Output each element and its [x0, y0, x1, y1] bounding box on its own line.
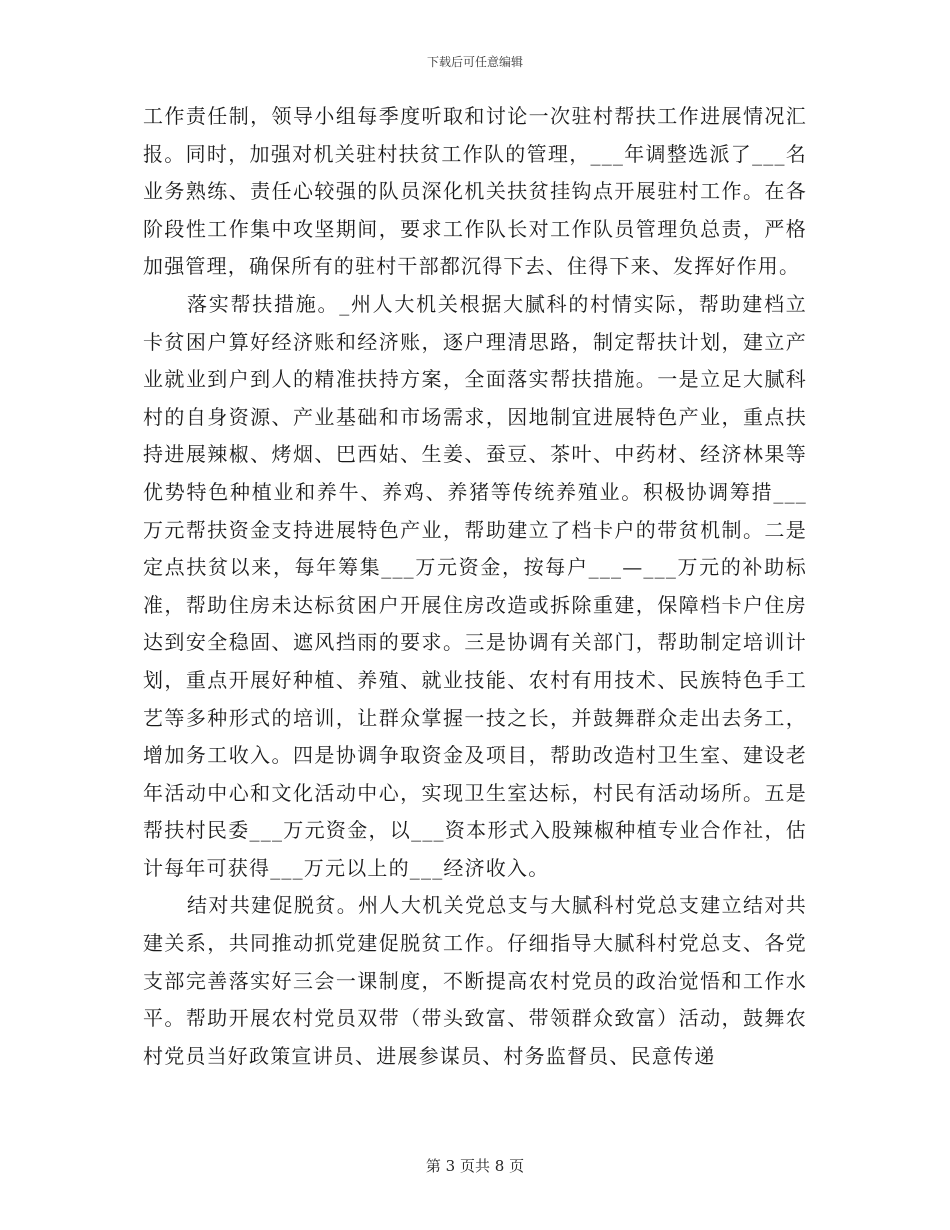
paragraph-party-pairing: 结对共建促脱贫。州人大机关党总支与大腻科村党总支建立结对共建关系，共同推动抓党建促脱贫工作。仔细指导大腻科村党总支、各党支部完善落实好三会一课制度，不断提高农村党员的政治觉悟和工作水平。帮助开展农村党员双带（带头致富、带领群众致富）活动，鼓舞农村党员当好政策宣讲员、进展参谋员、村务监督员、民意传递 — [143, 893, 807, 1068]
page-header-note: 下载后可任意编辑 — [426, 55, 523, 69]
page-number: 第 3 页共 8 页 — [425, 1157, 525, 1175]
document-body — [143, 98, 807, 1075]
paragraph-continuation: 工作责任制，领导小组每季度听取和讨论一次驻村帮扶工作进展情况汇报。同时，加强对机关驻村扶贫工作队的管理，___年调整选派了___名业务熟练、责任心较强的队员深化机关扶贫挂钩点开展驻村工作。在各阶段性工作集中攻坚期间，要求工作队长对工作队员管理负总责，严格加强管理，确保所有的驻村干部都沉得下去、住得下来、发挥好作用。 — [143, 104, 807, 279]
paragraph-assistance-measures: 落实帮扶措施。_州人大机关根据大腻科的村情实际，帮助建档立卡贫困户算好经济账和经济账，逐户理清思路，制定帮扶计划，建立产业就业到户到人的精准扶持方案，全面落实帮扶措施。一是立足大腻科村的自身资源、产业基础和市场需求，因地制宜进展特色产业，重点扶持进展辣椒、烤烟、巴西姑、生姜、蚕豆、茶叶、中药材、经济林果等优势特色种植业和养牛、养鸡、养猪等传统养殖业。积极协调筹措___万元帮扶资金支持进展特色产业，帮助建立了档卡户的带贫机制。二是定点扶贫以来，每年筹集___万元资金，按每户___—___万元的补助标准，帮助住房未达标贫困户开展住房改造或拆除重建，保障档卡户住房达到安全稳固、遮风挡雨的要求。三是协调有关部门，帮助制定培训计划，重点开展好种植、养殖、就业技能、农村有用技术、民族特色手工艺等多种形式的培训，让群众掌握一技之长，并鼓舞群众走出去务工，增加务工收入。四是协调争取资金及项目，帮助改造村卫生室、建设老年活动中心和文化活动中心，实现卫生室达标，村民有活动场所。五是帮扶村民委___万元资金，以___资本形式入股辣椒种植专业合作社，估计每年可获得___万元以上的___经济收入。 — [143, 291, 807, 880]
